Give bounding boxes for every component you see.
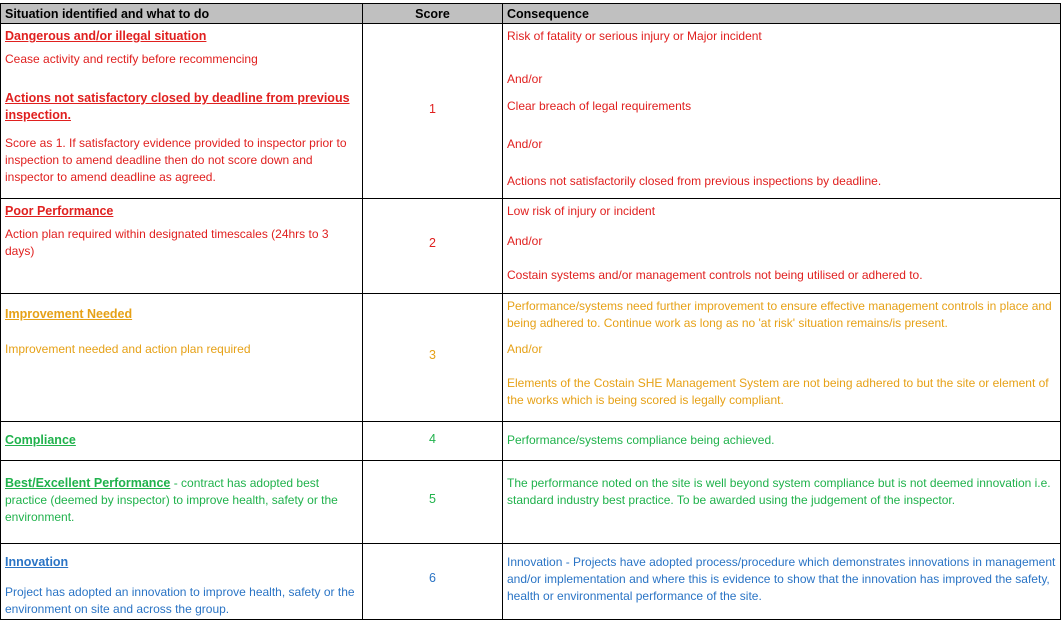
row-1-score-value: 1 xyxy=(429,102,436,116)
row-1-action: Cease activity and rectify before recommencing xyxy=(5,52,258,66)
row-4-score-value: 4 xyxy=(429,432,436,446)
row-6-score-value: 6 xyxy=(429,571,436,585)
row-4-score xyxy=(362,421,503,461)
row-3-score-value: 3 xyxy=(429,348,436,362)
row-3-consequence-line: And/or xyxy=(507,342,543,356)
row-1-note: Score as 1. If satisfactory evidence provided to inspector prior to inspection to amend deadline then do not score down and inspector to amend deadline as agreed. xyxy=(5,136,347,184)
row-5-title: Best/Excellent Performance xyxy=(5,476,171,490)
row-2-score xyxy=(362,198,503,294)
row-6-consequence xyxy=(502,543,1061,620)
row-5-consequence xyxy=(502,460,1061,544)
row-5-situation xyxy=(0,460,363,544)
row-3-consequence xyxy=(502,293,1061,422)
row-1-consequence-line: Actions not satisfactorily closed from previous inspections by deadline. xyxy=(507,174,882,188)
header-consequence: Consequence xyxy=(502,3,1061,24)
row-3-score xyxy=(362,293,503,422)
row-2-action: Action plan required within designated timescales (24hrs to 3 days) xyxy=(5,227,329,258)
row-4-situation xyxy=(0,421,363,461)
row-1-consequence-line: Risk of fatality or serious injury or Major incident xyxy=(507,29,762,43)
row-1-consequence-line: And/or xyxy=(507,137,543,151)
row-6-situation xyxy=(0,543,363,620)
row-6-action: Project has adopted an innovation to improve health, safety or the environment on site and across the group. xyxy=(5,585,355,616)
row-2-situation xyxy=(0,198,363,294)
row-2-consequence-line: Low risk of injury or incident xyxy=(507,204,656,218)
row-2-consequence xyxy=(502,198,1061,294)
row-3-consequence-line: Performance/systems need further improvement to ensure effective management controls in place and being adhered to. Continue work as long as no 'at risk' situation remains/is present. xyxy=(507,299,1052,330)
row-4-title: Compliance xyxy=(5,433,76,447)
row-5-text xyxy=(5,475,358,526)
row-3-situation xyxy=(0,293,363,422)
header-score: Score xyxy=(362,3,503,24)
header-situation: Situation identified and what to do xyxy=(0,3,363,24)
row-5-score xyxy=(362,460,503,544)
row-5-consequence-line: The performance noted on the site is well beyond system compliance but is not deemed innovation i.e. standard industry best practice. To be awarded using the judgement of the inspector. xyxy=(507,476,1051,507)
row-3-title: Improvement Needed xyxy=(5,307,133,321)
row-2-title: Poor Performance xyxy=(5,204,114,218)
row-4-consequence-line: Performance/systems compliance being achieved. xyxy=(507,433,775,447)
row-1-consequence xyxy=(502,24,1061,199)
row-1-consequence-line: Clear breach of legal requirements xyxy=(507,99,692,113)
row-2-consequence-line: And/or xyxy=(507,234,543,248)
row-3-consequence-line: Elements of the Costain SHE Management System are not being adhered to but the site or element of the works which is being scored is legally compliant. xyxy=(507,376,1049,407)
row-5-score-value: 5 xyxy=(429,492,436,506)
row-5-action: - contract has adopted best practice (deemed by inspector) to improve health, safety or the environment. xyxy=(5,476,338,524)
row-1-subtitle: Actions not satisfactory closed by deadline from previous inspection. xyxy=(5,91,350,122)
row-1-score xyxy=(362,24,503,199)
row-4-consequence xyxy=(502,421,1061,461)
row-6-consequence-line: Innovation - Projects have adopted process/procedure which demonstrates innovations in management and/or implementation and where this is evidence to show that the innovation has improved the safety, health or environmental performance of the site. xyxy=(507,555,1056,603)
row-6-score xyxy=(362,543,503,620)
row-6-title: Innovation xyxy=(5,555,69,569)
row-2-consequence-line: Costain systems and/or management controls not being utilised or adhered to. xyxy=(507,268,923,282)
row-1-title: Dangerous and/or illegal situation xyxy=(5,29,207,43)
row-3-action: Improvement needed and action plan required xyxy=(5,342,251,356)
row-1-situation xyxy=(0,24,363,199)
row-1-consequence-line: And/or xyxy=(507,72,543,86)
row-2-score-value: 2 xyxy=(429,236,436,250)
